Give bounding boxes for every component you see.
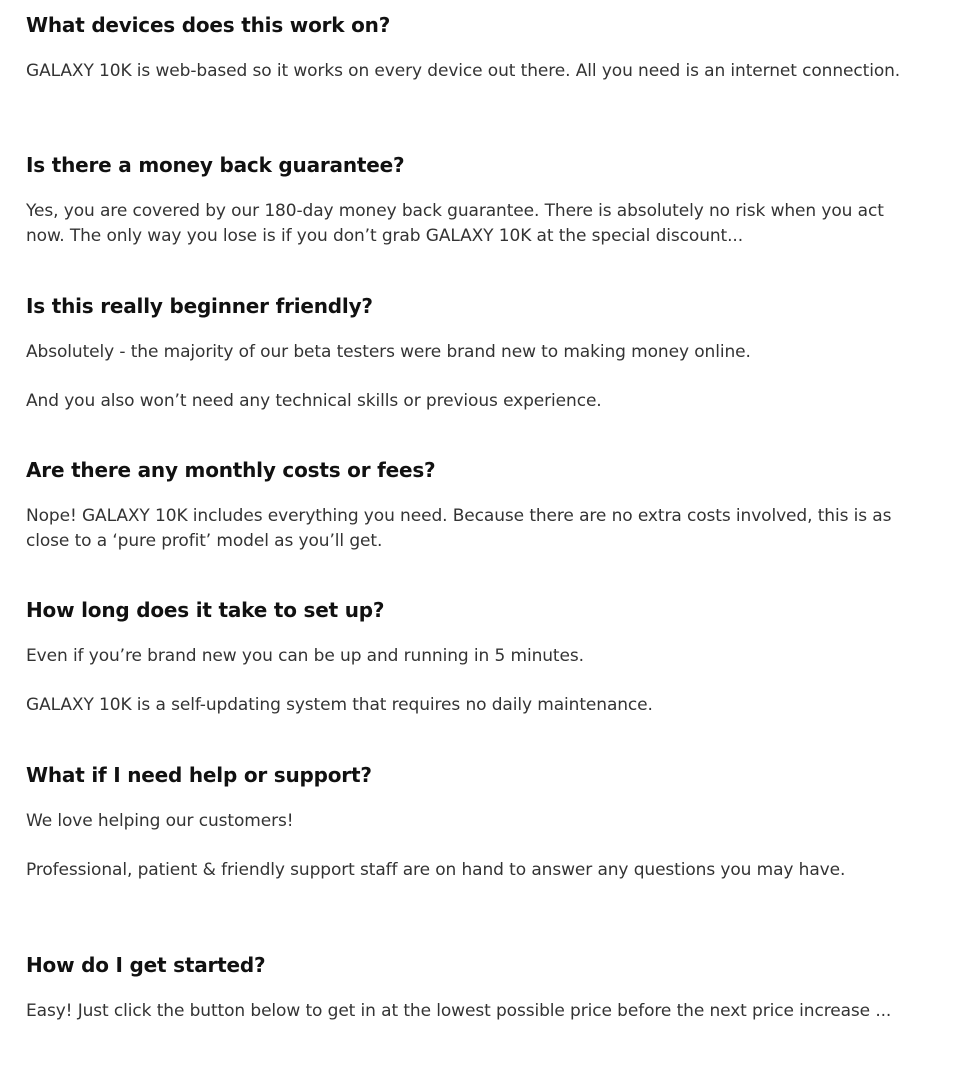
- faq-item-guarantee: [26, 152, 926, 248]
- faq-question: Is there a money back guarantee?: [26, 153, 405, 177]
- faq-question: What if I need help or support?: [26, 763, 372, 787]
- faq-answer: Even if you’re brand new you can be up and running in 5 minutes.: [26, 646, 584, 666]
- faq-answer: Yes, you are covered by our 180-day money back guarantee. There is absolutely no risk when you act now. The only way you lose is if you don’t grab GALAXY 10K at the special discount...: [26, 201, 884, 246]
- faq-question: Is this really beginner friendly?: [26, 294, 373, 318]
- faq-answer: GALAXY 10K is a self-updating system that requires no daily maintenance.: [26, 695, 653, 715]
- faq-question: Are there any monthly costs or fees?: [26, 458, 436, 482]
- faq-answer: Professional, patient & friendly support staff are on hand to answer any questions you may have.: [26, 860, 846, 880]
- faq-question: What devices does this work on?: [26, 13, 391, 37]
- faq-question: How long does it take to set up?: [26, 598, 385, 622]
- faq-item-beginner: [26, 293, 926, 414]
- faq-item-setup: [26, 597, 926, 718]
- faq-item-support: [26, 762, 926, 883]
- faq-answer: GALAXY 10K is web-based so it works on every device out there. All you need is an internet connection.: [26, 61, 901, 81]
- faq-answer: And you also won’t need any technical skills or previous experience.: [26, 391, 602, 411]
- faq-answer: Easy! Just click the button below to get in at the lowest possible price before the next price increase ...: [26, 1001, 892, 1021]
- faq-answer: Nope! GALAXY 10K includes everything you need. Because there are no extra costs involved, this is as close to a ‘pure profit’ model as you’ll get.: [26, 506, 892, 551]
- faq-answer: Absolutely - the majority of our beta testers were brand new to making money online.: [26, 342, 751, 362]
- faq-item-costs: [26, 457, 926, 553]
- faq-item-devices: [26, 12, 926, 84]
- faq-question: How do I get started?: [26, 953, 266, 977]
- faq-answer: We love helping our customers!: [26, 811, 294, 831]
- faq-item-get-started: [26, 952, 926, 1024]
